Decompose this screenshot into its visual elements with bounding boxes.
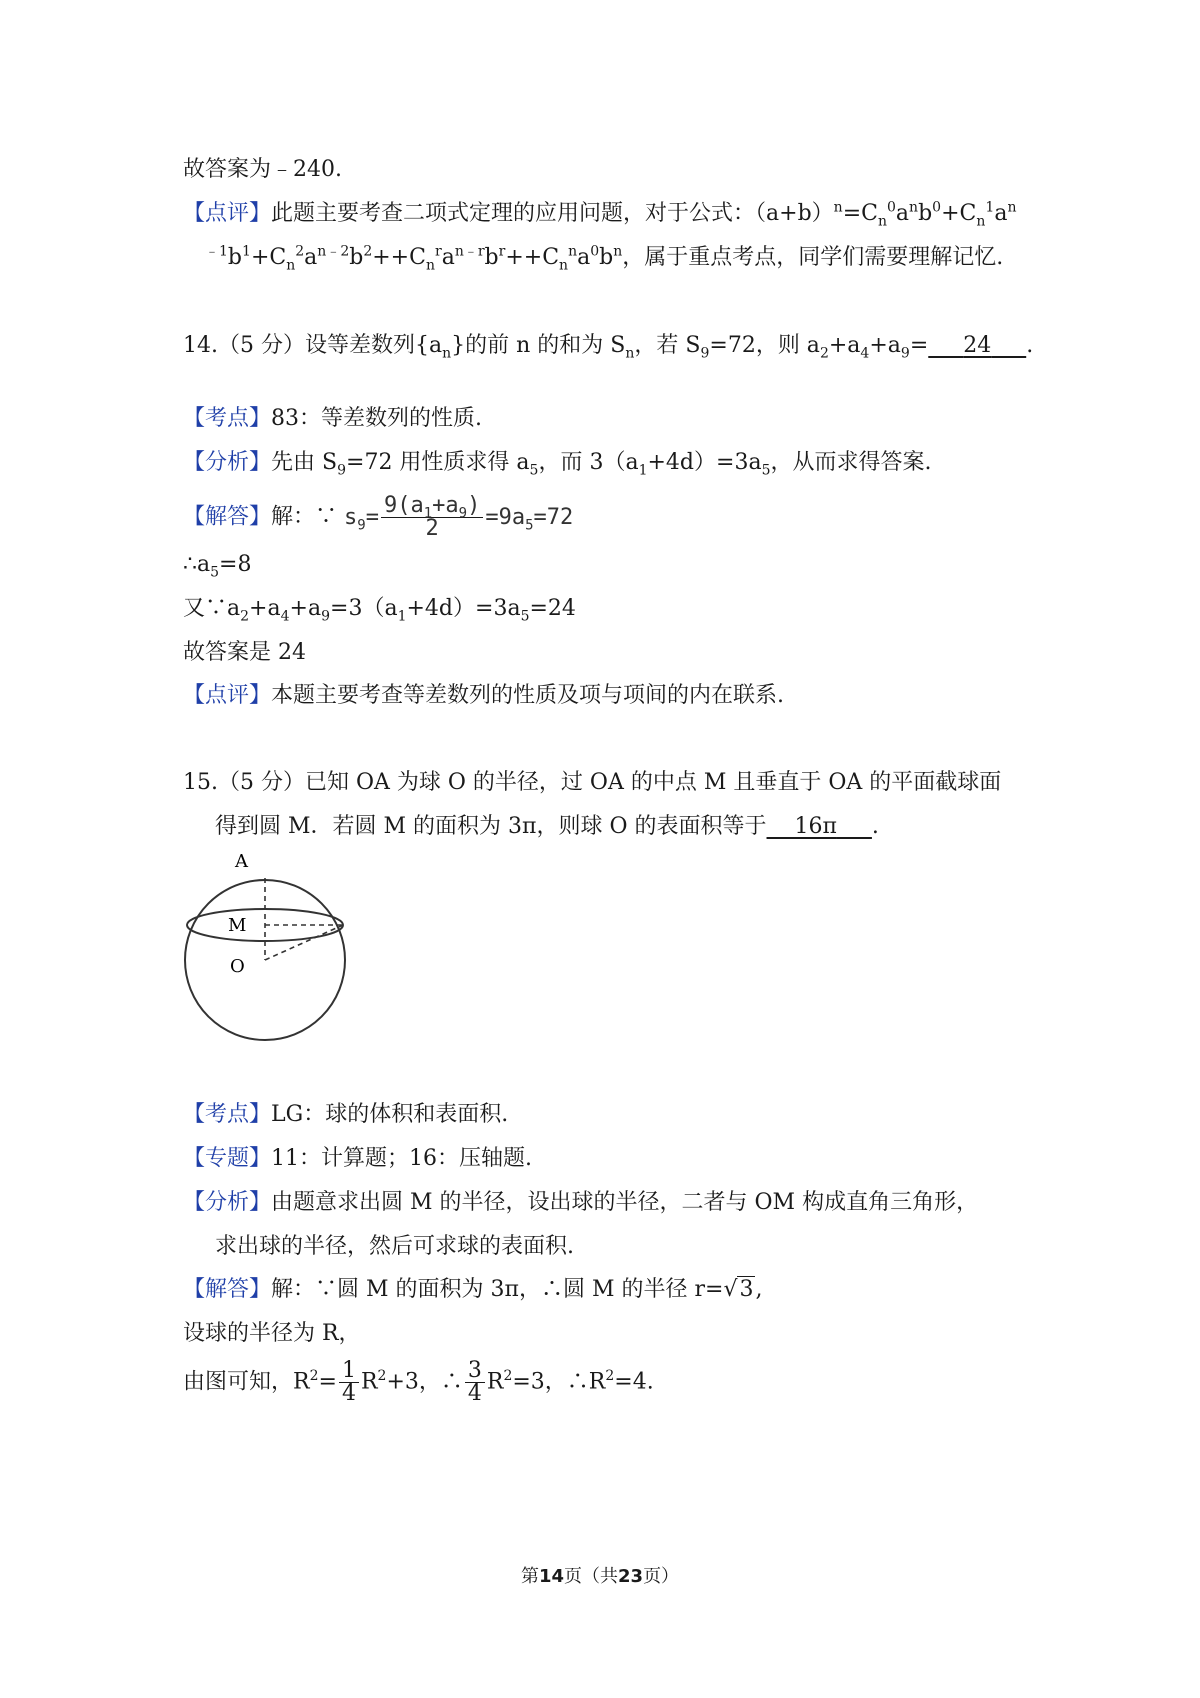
formula-s9: $s_9=$ $\frac{9(a_1+a_9)}{2}$ $=9a_5=72$ <box>344 493 574 541</box>
label-o: O <box>230 956 245 977</box>
question-15-line2: 得到圆 M．若圆 M 的面积为 3π，则球 O 的表面积等于 16π . <box>215 814 879 839</box>
kaodian-14: 【考点】83：等差数列的性质. <box>183 406 483 431</box>
jieda-14: 【解答】解：∵ $s_9=$ $\frac{9(a_1+a_9)}{2}$ $=9a_5=72$ <box>183 493 574 541</box>
zhuanti-15: 【专题】11：计算题；16：压轴题. <box>183 1146 532 1171</box>
answer-line-240: 故答案为﹣240. <box>183 157 342 182</box>
comment-binomial-line1: 【点评】此题主要考查二项式定理的应用问题，对于公式：$(a+b)^n=C_n^0a^nb^0+C_n^1a^n$ <box>183 199 1017 230</box>
sphere-figure <box>175 850 375 1050</box>
comment-binomial-line2: $^{﹣1}b^1+C_n^2a^{n﹣2}b^2++C_n^ra^{n﹣r}b^r++C_n^na^0b^n$，属于重点考点，同学们需要理解记忆. <box>205 243 1004 274</box>
since-sum: 又$\because a_2+a_4+a_9=3(a_1+4d)=3a_5=24$ <box>183 596 576 625</box>
derive-r2: 由图可知，$R^2=$ $\frac{1}{4}$ $R^2+3$，∴ $\frac{3}{4}$ $R^2=3$，$\therefore R^2=4$. <box>183 1358 654 1406</box>
label-m: M <box>228 915 247 936</box>
fenxi-15-line1: 【分析】由题意求出圆 M 的半径，设出球的半径，二者与 OM 构成直角三角形， <box>183 1190 979 1215</box>
answer-blank-15: 16π <box>794 814 837 839</box>
therefore-a5: $\therefore a_5=8$ <box>183 552 252 581</box>
page-footer: 第14页（共23页） <box>520 1566 680 1587</box>
answer-24: 故答案是 24 <box>183 640 306 665</box>
tag-comment: 【点评】 <box>183 201 272 226</box>
question-15-line1: 15.（5 分）已知 OA 为球 O 的半径，过 OA 的中点 M 且垂直于 OA 的平面截球面 <box>183 770 1002 795</box>
question-14: 14.（5 分）设等差数列$\{a_n\}$的前 n 的和为 $S_n$，若 $S_9=72$，则 $a_2+a_4+a_9=$ 24 . <box>183 333 1034 362</box>
kaodian-15: 【考点】LG：球的体积和表面积. <box>183 1102 509 1127</box>
answer-blank-14: 24 <box>963 333 992 358</box>
dianping-14: 【点评】本题主要考查等差数列的性质及项与项间的内在联系. <box>183 683 785 708</box>
sqrt-3: √3 <box>723 1277 754 1302</box>
fenxi-14: 【分析】先由 $S_9=72$ 用性质求得 $a_5$，而 $3(a_1+4d)=3a_5$，从而求得答案. <box>183 450 932 479</box>
fenxi-15-line2: 求出球的半径，然后可求球的表面积. <box>215 1234 574 1259</box>
segment-o-radius <box>265 925 343 960</box>
label-a: A <box>235 851 248 872</box>
jieda-15: 【解答】解：∵圆 M 的面积为 3π，∴圆 M 的半径 r=√3, <box>183 1275 762 1305</box>
let-radius: 设球的半径为 R， <box>183 1321 361 1346</box>
